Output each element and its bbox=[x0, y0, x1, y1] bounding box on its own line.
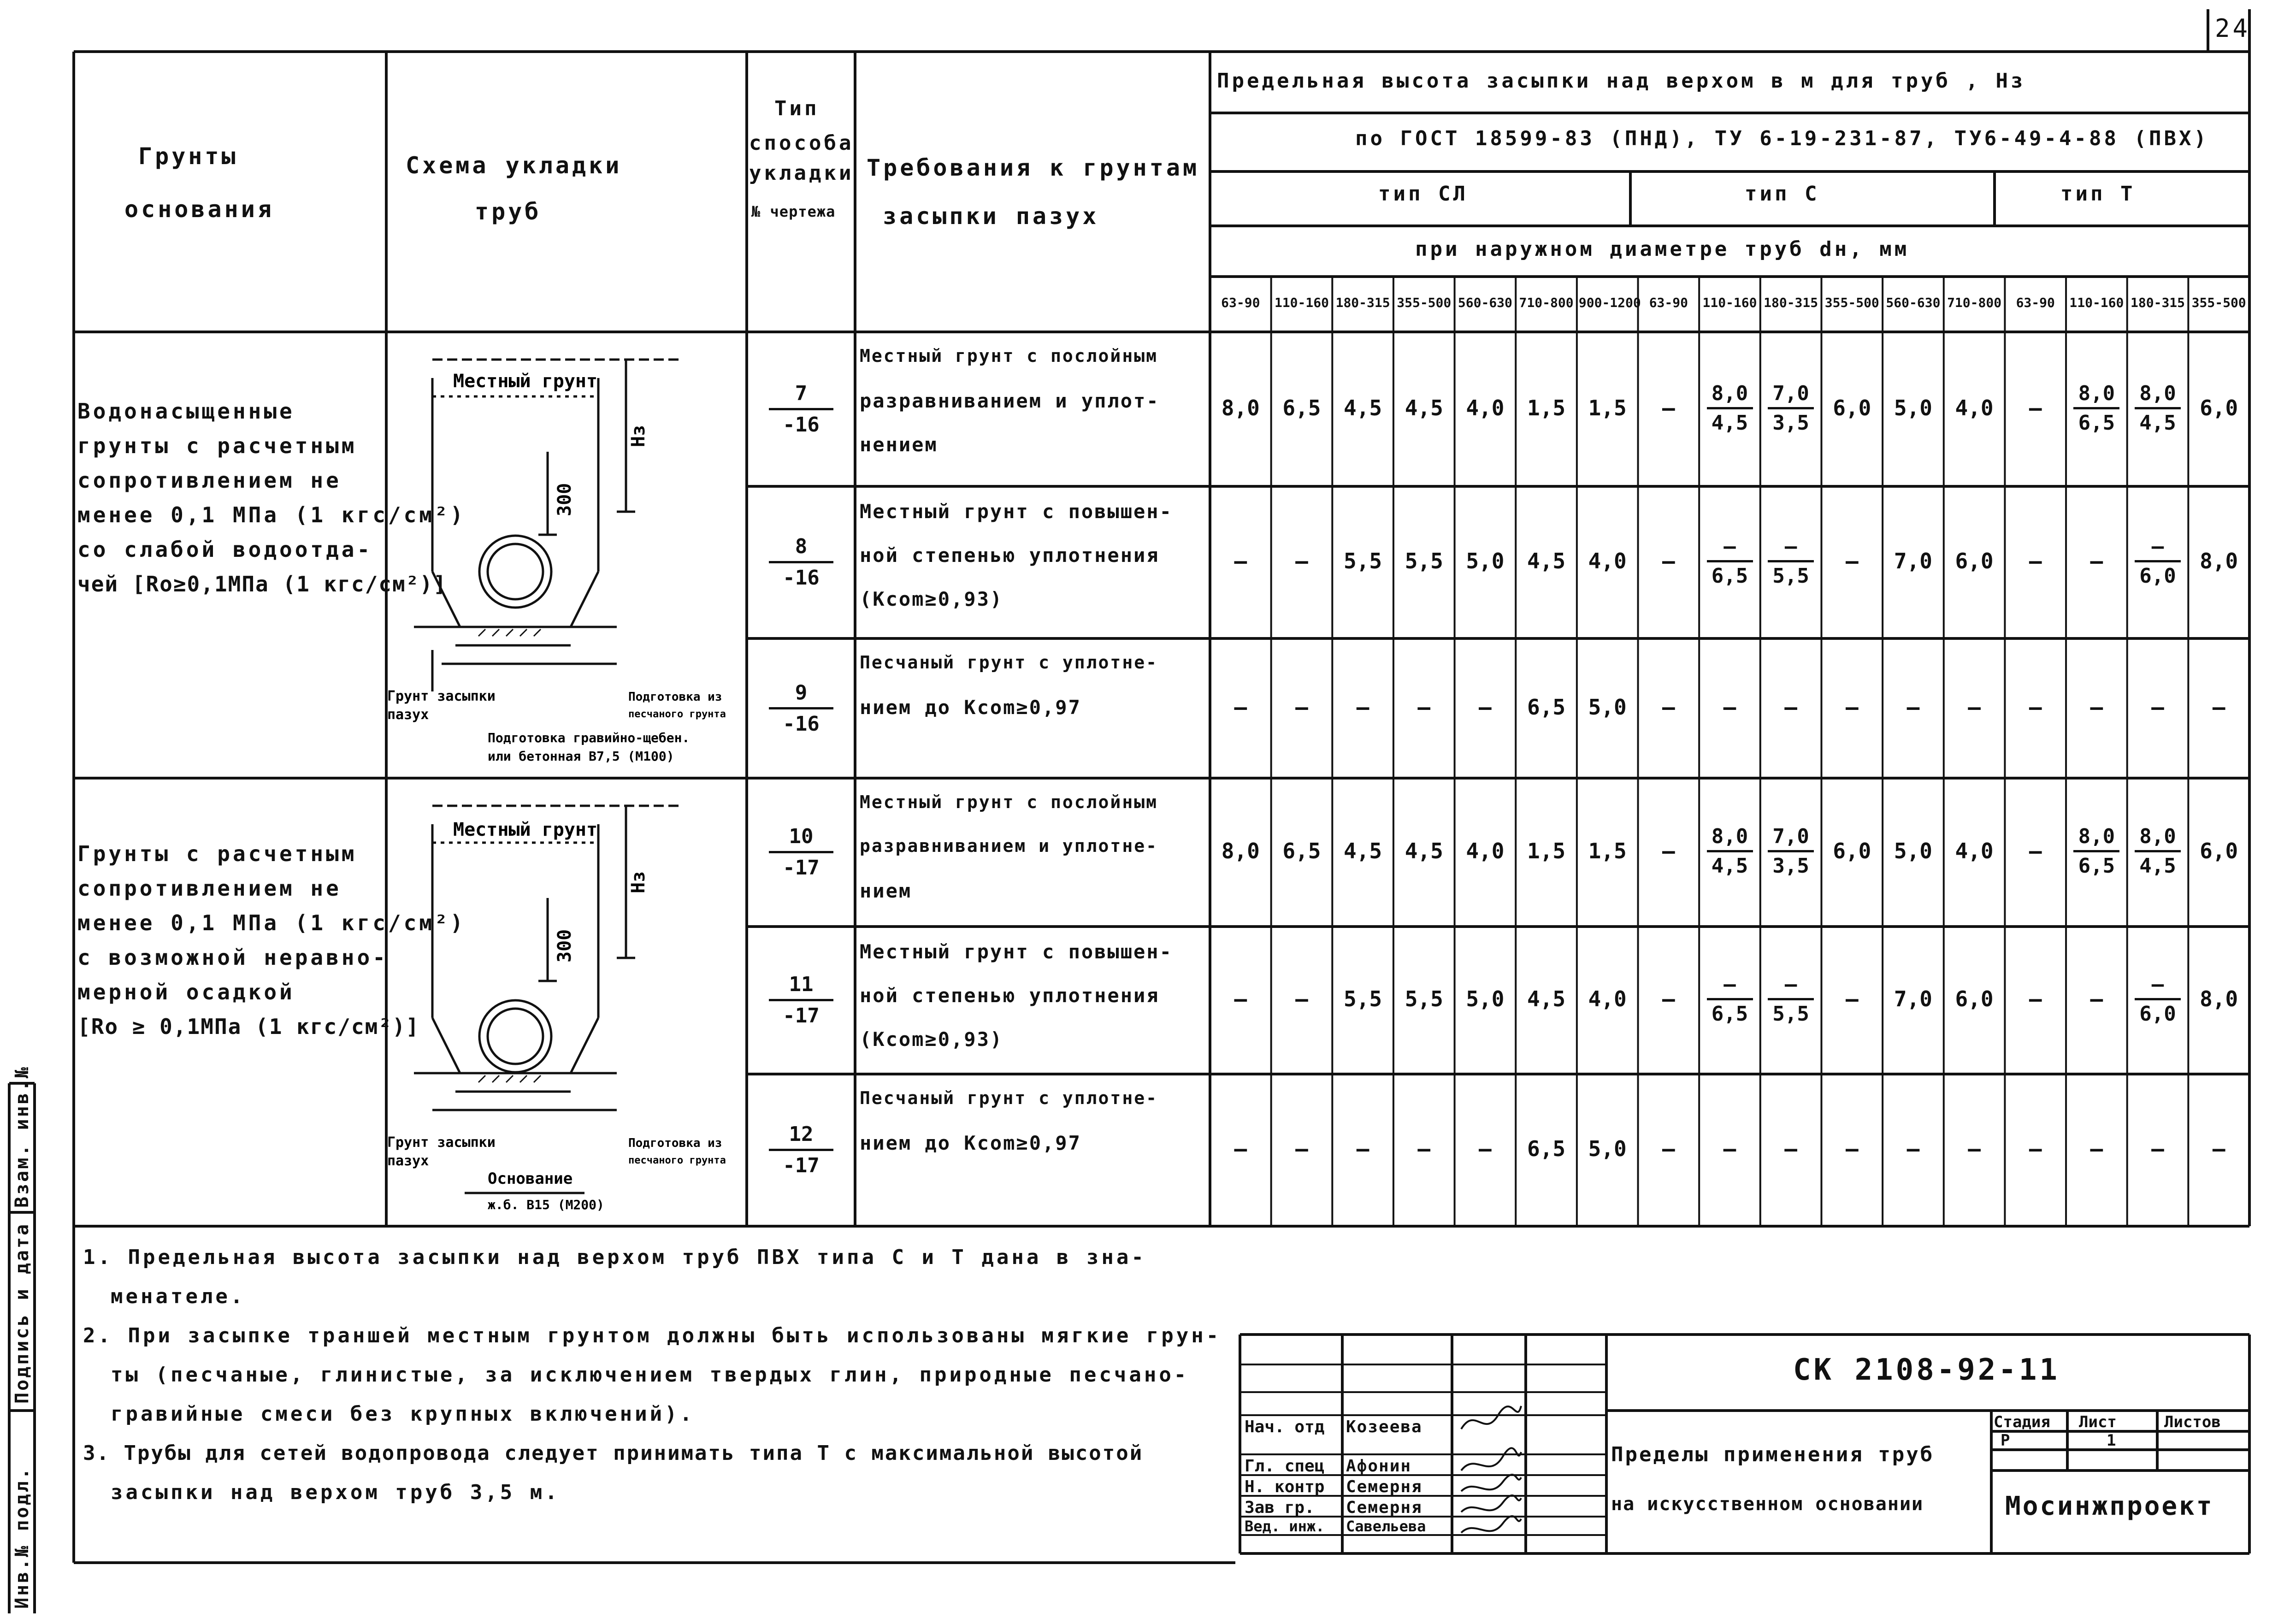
drawing-number-bottom: -16 bbox=[783, 413, 820, 437]
diameter-header: 560-630 bbox=[1458, 295, 1512, 310]
value-cell: — bbox=[1662, 694, 1675, 720]
header-type-line1: Тип bbox=[774, 97, 820, 120]
header-type-line2: способа bbox=[749, 131, 854, 155]
header-soil-line2: основания bbox=[124, 196, 274, 223]
drawing-number-top: 10 bbox=[769, 825, 833, 853]
stage-value: Р bbox=[2001, 1431, 2013, 1450]
group1-scheme-drawing bbox=[386, 332, 747, 778]
requirement-text: разравниванием и уплот- bbox=[860, 390, 1160, 412]
value-fraction bbox=[1768, 973, 1814, 1026]
drawing-number bbox=[769, 382, 833, 437]
value-cell: 6,0 bbox=[1833, 395, 1871, 420]
value-cell: 8,0 bbox=[2200, 986, 2238, 1011]
diameter-header: 900-1200 bbox=[1578, 295, 1641, 310]
scheme-bottom-label: Подготовка гравийно-щебен. bbox=[488, 730, 690, 745]
requirement-text: нением bbox=[860, 433, 938, 456]
value-cell: 6,5 bbox=[1282, 395, 1321, 420]
value-cell: 4,0 bbox=[1466, 839, 1505, 863]
header-type-sl: тип СЛ bbox=[1378, 182, 1468, 206]
soil-text-line: со слабой водоотда- bbox=[77, 537, 373, 562]
value-cell: — bbox=[1968, 694, 1981, 720]
diameter-header: 180-315 bbox=[2131, 295, 2185, 310]
role-label: Н. контр bbox=[1245, 1477, 1325, 1496]
drawing-number-top: 12 bbox=[769, 1122, 833, 1151]
soil-text-line: менее 0,1 МПа (1 кгс/см²) bbox=[77, 910, 466, 935]
organization: Мосинжпроект bbox=[2005, 1491, 2214, 1521]
header-type-t: тип Т bbox=[2060, 182, 2136, 206]
person-name: Савельева bbox=[1346, 1518, 1426, 1535]
requirement-text: Песчаный грунт с уплотне- bbox=[860, 652, 1158, 673]
value-fraction bbox=[1707, 973, 1753, 1026]
value-cell: — bbox=[1723, 694, 1736, 720]
soil-text-line: сопротивлением не bbox=[77, 468, 342, 493]
value-numerator: — bbox=[1707, 973, 1753, 1000]
value-cell: — bbox=[1906, 1136, 1920, 1161]
value-cell: 7,0 bbox=[1894, 986, 1932, 1011]
value-cell: 1,5 bbox=[1588, 839, 1627, 863]
value-cell: 4,5 bbox=[1405, 395, 1443, 420]
value-cell: 7,0 bbox=[1894, 549, 1932, 573]
requirement-text: Местный грунт с повышен- bbox=[860, 500, 1173, 523]
value-cell: 4,0 bbox=[1466, 395, 1505, 420]
header-scheme-line2: труб bbox=[475, 198, 542, 225]
value-cell: — bbox=[1234, 694, 1247, 720]
header-requirements-line1: Требования к грунтам bbox=[867, 154, 1200, 181]
soil-text-line: грунты с расчетным bbox=[77, 433, 357, 458]
scheme-dim-h: Нз bbox=[628, 871, 649, 893]
drawing-number-top: 11 bbox=[769, 973, 833, 1001]
value-fraction bbox=[1707, 535, 1753, 588]
value-cell: 8,0 bbox=[1221, 839, 1260, 863]
value-cell: 6,0 bbox=[2200, 839, 2238, 863]
value-cell: 5,5 bbox=[1344, 549, 1382, 573]
value-cell: — bbox=[2151, 694, 2164, 720]
drawing-number-bottom: -17 bbox=[783, 1004, 820, 1028]
value-cell: — bbox=[1906, 694, 1920, 720]
value-cell: — bbox=[1417, 694, 1431, 720]
sheet-number: 24 bbox=[2215, 14, 2251, 43]
diameter-header: 63-90 bbox=[1649, 295, 1688, 310]
value-cell: 8,0 bbox=[1221, 395, 1260, 420]
value-numerator: — bbox=[1707, 535, 1753, 562]
requirement-text: ной степенью уплотнения bbox=[860, 544, 1160, 567]
value-cell: 4,5 bbox=[1405, 839, 1443, 863]
value-cell: — bbox=[1784, 1136, 1797, 1161]
side-stamp-inv: Инв.№ подл. bbox=[12, 1466, 33, 1609]
value-cell: — bbox=[2212, 1136, 2225, 1161]
value-cell: 5,0 bbox=[1466, 549, 1505, 573]
value-cell: — bbox=[1845, 694, 1859, 720]
value-cell: — bbox=[1234, 549, 1247, 573]
scheme-left-label: пазух bbox=[387, 707, 429, 723]
value-fraction bbox=[1707, 382, 1753, 435]
soil-text-line: Водонасыщенные bbox=[77, 399, 295, 424]
value-numerator: 8,0 bbox=[1707, 825, 1753, 852]
scheme-left-label: Грунт засыпки bbox=[387, 1134, 496, 1151]
requirement-text: ной степенью уплотнения bbox=[860, 984, 1160, 1007]
diameter-header: 355-500 bbox=[1397, 295, 1452, 310]
value-cell: — bbox=[1662, 986, 1675, 1011]
drawing-number-top: 8 bbox=[769, 535, 833, 563]
soil-text-line: с возможной неравно- bbox=[77, 945, 388, 970]
header-span-subtitle: по ГОСТ 18599-83 (ПНД), ТУ 6-19-231-87, ТУ6-49-4-88 (ПВХ) bbox=[1355, 127, 2209, 150]
scheme-bottom-label: ж.б. В15 (М200) bbox=[488, 1197, 604, 1212]
value-numerator: — bbox=[1768, 973, 1814, 1000]
value-denominator: 4,5 bbox=[2139, 411, 2176, 435]
value-cell: — bbox=[1234, 986, 1247, 1011]
value-cell: — bbox=[2151, 1136, 2164, 1161]
sheets-label: Листов bbox=[2164, 1413, 2221, 1431]
value-cell: 5,0 bbox=[1466, 986, 1505, 1011]
value-cell: 5,5 bbox=[1344, 986, 1382, 1011]
value-fraction bbox=[1768, 382, 1814, 435]
value-cell: — bbox=[1417, 1136, 1431, 1161]
value-cell: — bbox=[1662, 549, 1675, 573]
drawing-number-bottom: -16 bbox=[783, 712, 820, 736]
value-fraction bbox=[1768, 535, 1814, 588]
soil-text-line: [Ro ≥ 0,1МПа (1 кгс/см²)] bbox=[77, 1014, 420, 1039]
requirement-text: разравниванием и уплотне- bbox=[860, 836, 1158, 856]
requirement-text: нием до Kcom≥0,97 bbox=[860, 1132, 1081, 1154]
person-name: Семерня bbox=[1346, 1498, 1422, 1517]
note-line: менателе. bbox=[111, 1285, 246, 1308]
scheme-right-label: песчаного грунта bbox=[628, 709, 726, 720]
value-cell: 6,5 bbox=[1282, 839, 1321, 863]
value-denominator: 6,5 bbox=[2078, 854, 2115, 878]
requirement-text: Местный грунт с повышен- bbox=[860, 940, 1173, 963]
scheme-bottom-label: Основание bbox=[488, 1169, 573, 1188]
drawing-number bbox=[769, 681, 833, 736]
diameter-header: 110-160 bbox=[1702, 295, 1757, 310]
header-diameter-title: при наружном диаметре труб dн, мм bbox=[1415, 237, 1910, 261]
header-soil-line1: Грунты bbox=[138, 143, 238, 170]
note-line: 3. Трубы для сетей водопровода следует принимать типа Т с максимальной высотой bbox=[83, 1441, 1144, 1465]
sheet-value: 1 bbox=[2107, 1431, 2119, 1450]
value-cell: 4,0 bbox=[1588, 986, 1627, 1011]
value-cell: — bbox=[1968, 1136, 1981, 1161]
value-cell: — bbox=[1295, 1136, 1308, 1161]
drawing-number bbox=[769, 535, 833, 590]
value-numerator: 8,0 bbox=[2073, 382, 2119, 409]
value-cell: 5,0 bbox=[1894, 395, 1932, 420]
value-denominator: 5,5 bbox=[1772, 1002, 1809, 1026]
value-denominator: 4,5 bbox=[1711, 411, 1748, 435]
role-label: Зав гр. bbox=[1245, 1498, 1315, 1517]
diameter-header: 355-500 bbox=[2191, 295, 2246, 310]
value-denominator: 6,5 bbox=[2078, 411, 2115, 435]
value-cell: — bbox=[1479, 1136, 1492, 1161]
scheme-top-label: Местный грунт bbox=[453, 371, 598, 392]
soil-text-line: чей [Ro≥0,1МПа (1 кгс/см²)] bbox=[77, 572, 447, 596]
person-name: Козеева bbox=[1346, 1417, 1422, 1436]
value-fraction bbox=[2073, 825, 2119, 878]
person-name: Афонин bbox=[1346, 1457, 1412, 1476]
stage-label: Стадия bbox=[1994, 1413, 2050, 1431]
value-numerator: — bbox=[2135, 973, 2181, 1000]
value-cell: — bbox=[2029, 549, 2042, 573]
sheet-label: Лист bbox=[2079, 1413, 2117, 1431]
value-fraction bbox=[2135, 535, 2181, 588]
value-cell: — bbox=[2090, 694, 2103, 720]
value-denominator: 4,5 bbox=[1711, 854, 1748, 878]
value-cell: 5,0 bbox=[1588, 694, 1627, 720]
diameter-header: 560-630 bbox=[1886, 295, 1941, 310]
value-cell: — bbox=[2029, 694, 2042, 720]
value-cell: — bbox=[1723, 1136, 1736, 1161]
header-requirements-line2: засыпки пазух bbox=[883, 203, 1099, 230]
value-cell: — bbox=[1234, 1136, 1247, 1161]
value-cell: 6,0 bbox=[2200, 395, 2238, 420]
value-cell: — bbox=[1845, 1136, 1859, 1161]
value-cell: 6,0 bbox=[1833, 839, 1871, 863]
value-cell: 4,5 bbox=[1344, 839, 1382, 863]
role-label: Вед. инж. bbox=[1245, 1518, 1325, 1535]
note-line: 2. При засыпке траншей местным грунтом должны быть использованы мягкие грун- bbox=[83, 1324, 1222, 1347]
requirement-text: нием bbox=[860, 880, 912, 902]
signature-marks bbox=[1457, 1388, 1526, 1553]
value-numerator: 8,0 bbox=[1707, 382, 1753, 409]
value-cell: 4,5 bbox=[1527, 986, 1566, 1011]
soil-text-line: мерной осадкой bbox=[77, 980, 295, 1004]
value-numerator: 7,0 bbox=[1768, 825, 1814, 852]
doc-code: СК 2108-92-11 bbox=[1793, 1353, 2060, 1387]
value-numerator: — bbox=[2135, 535, 2181, 562]
value-cell: 5,5 bbox=[1405, 549, 1443, 573]
sheet-title-line1: Пределы применения труб bbox=[1611, 1443, 1935, 1466]
diameter-header: 710-800 bbox=[1947, 295, 2002, 310]
requirement-text: (Kcom≥0,93) bbox=[860, 588, 1003, 610]
value-denominator: 3,5 bbox=[1772, 411, 1809, 435]
value-cell: — bbox=[2090, 1136, 2103, 1161]
value-cell: — bbox=[1356, 1136, 1369, 1161]
value-cell: — bbox=[1356, 694, 1369, 720]
value-cell: — bbox=[1295, 549, 1308, 573]
role-label: Гл. спец bbox=[1245, 1457, 1325, 1476]
value-cell: — bbox=[1845, 986, 1859, 1011]
diameter-header: 110-160 bbox=[1274, 295, 1329, 310]
value-numerator: 7,0 bbox=[1768, 382, 1814, 409]
value-numerator: 8,0 bbox=[2135, 382, 2181, 409]
value-cell: 4,0 bbox=[1588, 549, 1627, 573]
group2-scheme-drawing bbox=[386, 778, 747, 1226]
role-label: Нач. отд bbox=[1245, 1417, 1325, 1436]
requirement-text: Местный грунт с послойным bbox=[860, 792, 1158, 812]
value-fraction bbox=[2135, 382, 2181, 435]
note-line: гравийные смеси без крупных включений). bbox=[111, 1402, 695, 1426]
value-cell: — bbox=[1662, 395, 1675, 420]
value-cell: 4,5 bbox=[1527, 549, 1566, 573]
value-cell: 4,5 bbox=[1344, 395, 1382, 420]
scheme-top-label: Местный грунт bbox=[453, 819, 598, 840]
drawing-number bbox=[769, 973, 833, 1028]
soil-text-line: менее 0,1 МПа (1 кгс/см²) bbox=[77, 502, 466, 527]
value-cell: — bbox=[2090, 986, 2103, 1011]
value-fraction bbox=[1707, 825, 1753, 878]
value-numerator: — bbox=[1768, 535, 1814, 562]
value-cell: 5,5 bbox=[1405, 986, 1443, 1011]
header-span-title: Предельная высота засыпки над верхом в м для труб , Нз bbox=[1217, 69, 2026, 93]
value-cell: — bbox=[2029, 986, 2042, 1011]
diameter-header: 180-315 bbox=[1764, 295, 1818, 310]
value-cell: 5,0 bbox=[1588, 1136, 1627, 1161]
requirement-text: Местный грунт с послойным bbox=[860, 346, 1158, 366]
drawing-number-bottom: -17 bbox=[783, 856, 820, 880]
soil-text-line: Грунты с расчетным bbox=[77, 841, 357, 866]
value-denominator: 6,5 bbox=[1711, 564, 1748, 588]
value-cell: — bbox=[1845, 549, 1859, 573]
note-line: засыпки над верхом труб 3,5 м. bbox=[111, 1481, 560, 1504]
value-cell: 4,0 bbox=[1955, 839, 1994, 863]
value-fraction bbox=[2135, 825, 2181, 878]
header-type-line3: укладки bbox=[749, 161, 854, 185]
value-cell: 6,5 bbox=[1527, 1136, 1566, 1161]
diameter-header: 63-90 bbox=[2016, 295, 2055, 310]
value-cell: — bbox=[2090, 549, 2103, 573]
scheme-bottom-label: или бетонная В7,5 (М100) bbox=[488, 749, 674, 764]
value-cell: 1,5 bbox=[1527, 839, 1566, 863]
value-fraction bbox=[1768, 825, 1814, 878]
sheet-title-line2: на искусственном основании bbox=[1611, 1494, 1924, 1515]
value-cell: 1,5 bbox=[1588, 395, 1627, 420]
value-cell: — bbox=[1479, 694, 1492, 720]
value-denominator: 6,5 bbox=[1711, 1002, 1748, 1026]
drawing-number-top: 7 bbox=[769, 382, 833, 410]
note-line: ты (песчаные, глинистые, за исключением твердых глин, природные песчано- bbox=[111, 1363, 1189, 1387]
value-numerator: 8,0 bbox=[2073, 825, 2119, 852]
value-cell: — bbox=[1784, 694, 1797, 720]
value-fraction bbox=[2073, 382, 2119, 435]
value-cell: 1,5 bbox=[1527, 395, 1566, 420]
value-cell: — bbox=[2212, 694, 2225, 720]
value-cell: — bbox=[2029, 395, 2042, 420]
drawing-number-top: 9 bbox=[769, 681, 833, 709]
scheme-right-label: песчаного грунта bbox=[628, 1155, 726, 1166]
scheme-dim-h: Нз bbox=[628, 425, 649, 447]
header-type-line4: № чертежа bbox=[751, 203, 836, 220]
requirement-text: Песчаный грунт с уплотне- bbox=[860, 1088, 1158, 1108]
value-cell: — bbox=[1662, 1136, 1675, 1161]
side-stamp-replace: Взам. инв.№ bbox=[12, 1065, 33, 1208]
scheme-right-label: Подготовка из bbox=[628, 1136, 722, 1150]
diameter-header: 180-315 bbox=[1335, 295, 1390, 310]
requirement-text: нием до Kcom≥0,97 bbox=[860, 696, 1081, 719]
value-cell: 6,5 bbox=[1527, 694, 1566, 720]
drawing-number bbox=[769, 825, 833, 880]
person-name: Семерня bbox=[1346, 1477, 1422, 1496]
value-cell: — bbox=[2029, 1136, 2042, 1161]
scheme-left-label: пазух bbox=[387, 1153, 429, 1169]
scheme-dim-300: 300 bbox=[554, 929, 575, 963]
scheme-left-label: Грунт засыпки bbox=[387, 688, 496, 704]
diameter-header: 355-500 bbox=[1824, 295, 1879, 310]
value-cell: — bbox=[1295, 986, 1308, 1011]
diameter-header: 710-800 bbox=[1519, 295, 1574, 310]
drawing-number-bottom: -16 bbox=[783, 566, 820, 590]
value-denominator: 4,5 bbox=[2139, 854, 2176, 878]
value-fraction bbox=[2135, 973, 2181, 1026]
scheme-right-label: Подготовка из bbox=[628, 690, 722, 704]
diameter-header: 110-160 bbox=[2069, 295, 2124, 310]
drawing-number-bottom: -17 bbox=[783, 1154, 820, 1177]
value-cell: 4,0 bbox=[1955, 395, 1994, 420]
value-denominator: 5,5 bbox=[1772, 564, 1809, 588]
value-cell: — bbox=[2029, 839, 2042, 863]
value-denominator: 6,0 bbox=[2139, 564, 2176, 588]
value-cell: — bbox=[1662, 839, 1675, 863]
value-cell: 6,0 bbox=[1955, 549, 1994, 573]
side-stamp-sign: Подпись и дата bbox=[12, 1222, 33, 1404]
value-cell: 6,0 bbox=[1955, 986, 1994, 1011]
soil-text-line: сопротивлением не bbox=[77, 876, 342, 901]
header-scheme-line1: Схема укладки bbox=[406, 152, 622, 179]
value-denominator: 3,5 bbox=[1772, 854, 1809, 878]
value-numerator: 8,0 bbox=[2135, 825, 2181, 852]
value-denominator: 6,0 bbox=[2139, 1002, 2176, 1026]
diameter-header: 63-90 bbox=[1221, 295, 1260, 310]
value-cell: 5,0 bbox=[1894, 839, 1932, 863]
requirement-text: (Kcom≥0,93) bbox=[860, 1028, 1003, 1051]
value-cell: 8,0 bbox=[2200, 549, 2238, 573]
header-type-s: тип С bbox=[1745, 182, 1820, 206]
drawing-number bbox=[769, 1122, 833, 1177]
value-cell: — bbox=[1295, 694, 1308, 720]
scheme-dim-300: 300 bbox=[554, 483, 575, 516]
note-line: 1. Предельная высота засыпки над верхом труб ПВХ типа С и Т дана в зна- bbox=[83, 1246, 1146, 1269]
